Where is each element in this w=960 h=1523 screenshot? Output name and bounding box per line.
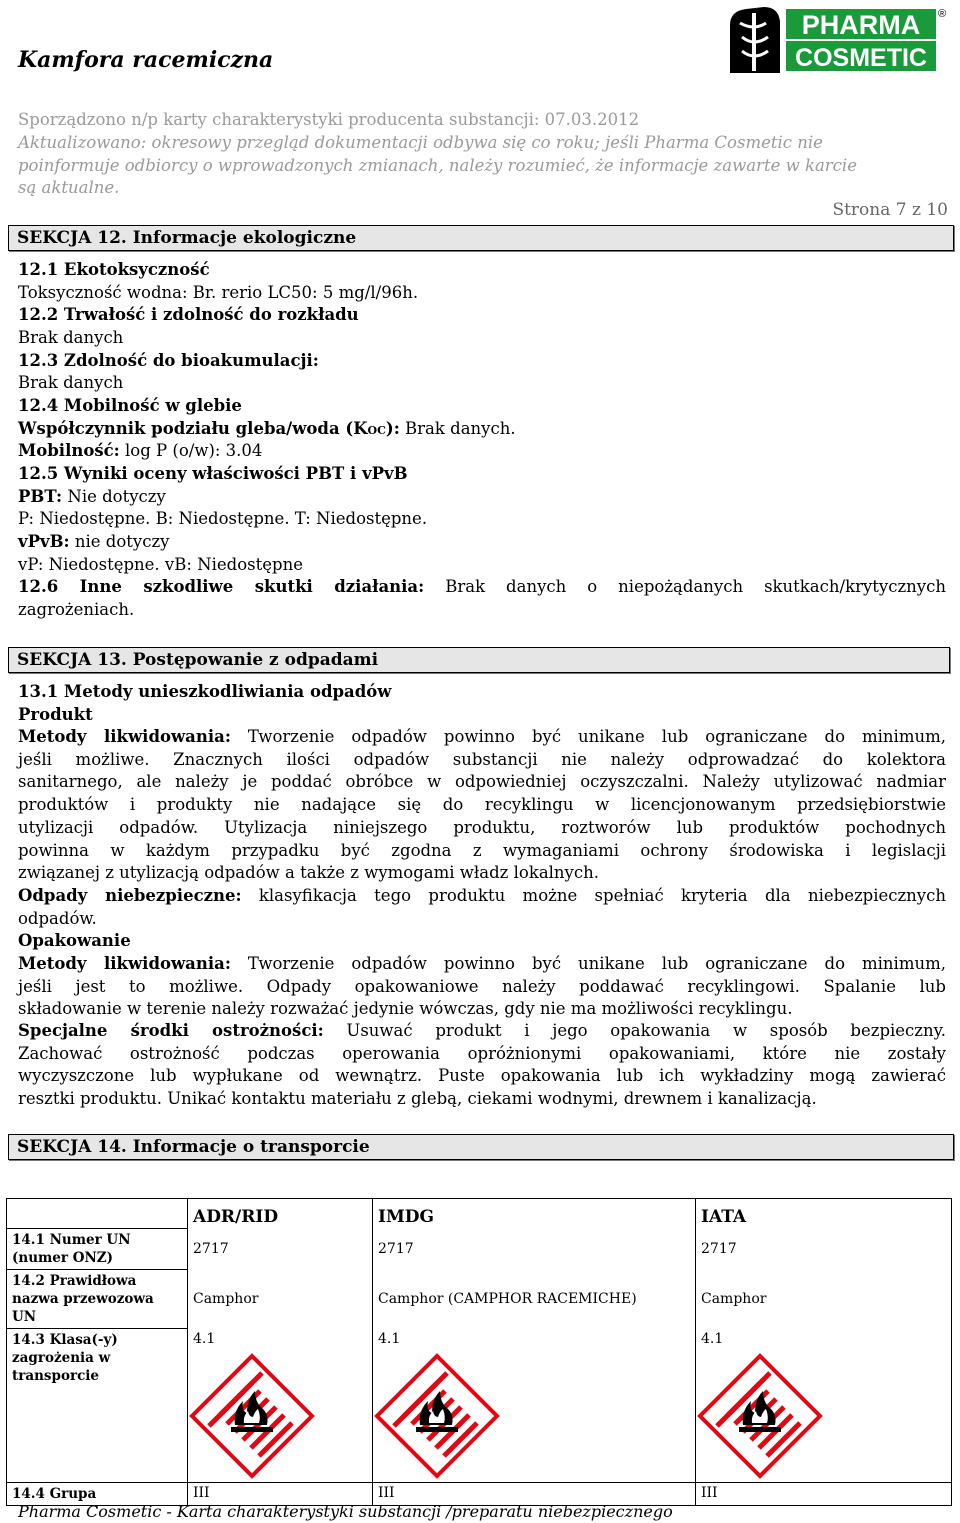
table-row: 14.3 Klasa(-y) zagrożenia w transporcie 4.1 4.1 4.1 <box>7 1329 952 1483</box>
class-adr: 4.1 <box>193 1330 216 1347</box>
column-adr: ADR/RID <box>188 1199 373 1229</box>
heading-13-1: 13.1 Metody unieszkodliwiania odpadów <box>18 682 392 701</box>
product-disposal-text: Metody likwidowania: Tworzenie odpadów powinno być unikane lub ograniczane do minimum, jeśli możliwe. Znacznych ilości odpadów substancji nie należy odprowadzać do kolektora sanitarnego, ale należy je poddać obróbce w odpowiedniej oczyszczalni. Należy utylizować nadmiar produktów i produkty nie nadające się do recyklingu w licencjonowanym przedsiębiorstwie utylizacji odpadów. Utylizacja niniejszego produktu, roztworów lub produktów pochodnych powinna w każdym przypadku być zgodna z wymaganiami ochrony środowiska i legislacji związanej z utylizacją odpadów a także z wymogami władz lokalnych. <box>18 727 946 883</box>
pbt-line: PBT: Nie dotyczy <box>18 487 166 506</box>
vpvb-detail: vP: Niedostępne. vB: Niedostępne <box>18 555 303 574</box>
special-precautions-text: Specjalne środki ostrożności: Usuwać produkt i jego opakowania w sposób bezpieczny. Zachować ostrożność podczas operowania opróżnionymi opakowaniami, które nie zostały wyczyszczone lub wypłukane od wewnątrz. Puste opakowania lub ich wykładziny mogą zawierać resztki produktu. Unikać kontaktu materiału z glebą, ciekami wodnymi, drewnem i kanalizacją. <box>18 1021 946 1109</box>
section-14-header <box>8 1134 954 1160</box>
registered-mark: ® <box>937 8 947 20</box>
pbt-detail: P: Niedostępne. B: Niedostępne. T: Niedostępne. <box>18 509 428 528</box>
product-heading: Produkt <box>18 705 93 724</box>
table-row: 14.2 Prawidłowa nazwa przewozowa UN Camphor Camphor (CAMPHOR RACEMICHE) Camphor <box>7 1270 952 1329</box>
column-imdg: IMDG <box>373 1199 696 1229</box>
heading-12-5: 12.5 Wyniki oceny właściwości PBT i vPvB <box>18 464 408 483</box>
hazardous-waste-text: Odpady niebezpieczne: klasyfikacja tego produktu możne spełniać kryteria dla niebezpiecznych odpadów. <box>18 886 947 928</box>
mobility-line: Mobilność: log P (o/w): 3.04 <box>18 441 263 460</box>
document-title: Kamfora racemiczna <box>18 47 274 73</box>
updated-line-3: są aktualne. <box>18 178 120 197</box>
footer-text: Pharma Cosmetic - Karta charakterystyki substancji /preparatu niebezpiecznego <box>18 1502 673 1521</box>
column-iata: IATA <box>696 1199 952 1229</box>
heading-12-1: 12.1 Ekotoksyczność <box>18 260 210 279</box>
section-13-title: SEKCJA 13. Postępowanie z odpadami <box>17 650 379 670</box>
logo-word-2: COSMETIC <box>795 44 927 72</box>
flammable-solid-diamond-icon <box>193 1353 367 1479</box>
section-12-header <box>8 225 954 251</box>
persistence-value: Brak danych <box>18 328 124 347</box>
page-number: Strona 7 z 10 <box>832 200 948 220</box>
section-13-header <box>8 647 950 673</box>
section-14-title: SEKCJA 14. Informacje o transporcie <box>17 1137 370 1157</box>
heading-12-3: 12.3 Zdolność do bioakumulacji: <box>18 351 319 370</box>
updated-line-2: poinformuje odbiorcy o wprowadzonych zmianach, należy rozumieć, że informacje zawarte w karcie <box>18 156 857 175</box>
table-row: 14.4 Grupa III III III <box>7 1483 952 1506</box>
flammable-solid-diamond-icon <box>378 1353 690 1479</box>
class-imdg: 4.1 <box>378 1330 401 1347</box>
bioaccumulation-value: Brak danych <box>18 373 124 392</box>
packaging-heading: Opakowanie <box>18 931 131 950</box>
transport-table <box>6 1198 952 1506</box>
heading-12-2: 12.2 Trwałość i zdolność do rozkładu <box>18 305 359 324</box>
pharma-cosmetic-logo <box>728 3 950 75</box>
koc-line: Współczynnik podziału gleba/woda (KOC): Brak danych. <box>18 419 516 438</box>
vpvb-line: vPvB: nie dotyczy <box>18 532 170 551</box>
flammable-solid-diamond-icon <box>701 1353 946 1479</box>
aquatic-toxicity: Toksyczność wodna: Br. rerio LC50: 5 mg/l/96h. <box>18 283 419 302</box>
other-effects: 12.6 Inne szkodliwe skutki działania: Brak danych o niepożądanych skutkach/krytycznych zagrożeniach. <box>18 577 946 619</box>
packaging-disposal-text: Metody likwidowania: Tworzenie odpadów powinno być unikane lub ograniczane do minimum, jeśli jest to możliwe. Odpady opakowaniowe należy poddawać recyklingowi. Spalanie lub składowanie w terenie należy rozważać jedynie wówczas, gdy nie ma możliwości recyklingu. <box>18 954 946 1019</box>
logo-word-1: PHARMA <box>801 10 921 40</box>
updated-line-1: Aktualizowano: okresowy przegląd dokumentacji odbywa się co roku; jeśli Pharma Cosmetic nie <box>18 133 823 152</box>
heading-12-4: 12.4 Mobilność w glebie <box>18 396 242 415</box>
section-12-title: SEKCJA 12. Informacje ekologiczne <box>17 228 357 248</box>
table-row: 14.1 Numer UN (numer ONZ) 2717 2717 2717 <box>7 1229 952 1270</box>
class-iata: 4.1 <box>701 1330 724 1347</box>
prepared-note: Sporządzono n/p karty charakterystyki producenta substancji: 07.03.2012 <box>18 110 640 129</box>
